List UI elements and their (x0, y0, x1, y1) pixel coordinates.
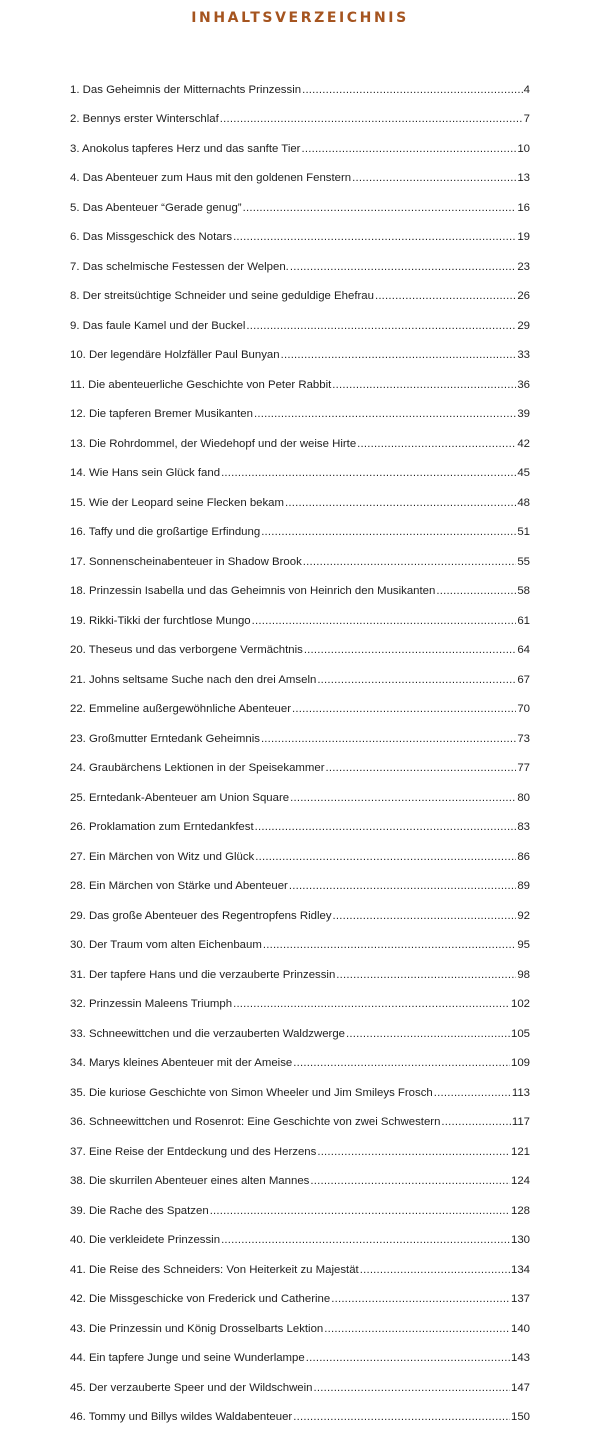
toc-entry-title: 3. Anokolus tapferes Herz und das sanfte Tier (70, 142, 301, 155)
toc-entry-title: 29. Das große Abenteuer des Regentropfens Ridley (70, 909, 332, 922)
toc-entry-title: 28. Ein Märchen von Stärke und Abenteuer (70, 880, 288, 892)
dot-leader (310, 1175, 510, 1187)
toc-entry (70, 1394, 530, 1424)
dot-leader (292, 703, 516, 715)
toc-entry-page: 23 (517, 260, 530, 273)
toc-entry (70, 538, 530, 568)
toc-entry-title: 40. Die verkleidete Prinzessin (70, 1234, 221, 1246)
dot-leader (285, 497, 516, 509)
toc-entry-title: 35. Die kuriose Geschichte von Simon Wheeler und Jim Smileys Frosch (70, 1086, 433, 1099)
toc-entry (70, 361, 530, 391)
toc-entry (70, 420, 530, 450)
dot-leader (221, 467, 516, 479)
toc-entry (70, 627, 530, 657)
toc-entry-title: 2. Bennys erster Winterschlaf (70, 113, 219, 125)
toc-entry-page: 19 (517, 231, 530, 243)
toc-entry-title: 1. Das Geheimnis der Mitternachts Prinzessin (70, 83, 302, 96)
table-of-contents (70, 66, 530, 1423)
toc-entry (70, 1187, 530, 1217)
toc-entry-page: 55 (517, 555, 530, 568)
toc-entry-title: 44. Ein tapfere Junge und seine Wunderlampe (70, 1352, 305, 1364)
toc-entry-page: 67 (517, 673, 530, 686)
dot-leader (360, 1264, 510, 1276)
dot-leader (263, 939, 516, 951)
toc-entry (70, 1246, 530, 1276)
dot-leader (254, 408, 516, 420)
dot-leader (304, 644, 517, 656)
toc-entry-title: 45. Der verzauberte Speer und der Wildschwein (70, 1381, 313, 1394)
toc-entry-title: 20. Theseus und das verborgene Vermächtnis (70, 644, 303, 656)
toc-entry-page: 113 (511, 1086, 530, 1099)
toc-entry-title: 5. Das Abenteuer “Gerade genug” (70, 201, 242, 214)
toc-entry-title: 7. Das schelmische Festessen der Welpen. (70, 260, 289, 273)
toc-entry-page: 137 (510, 1293, 530, 1305)
toc-entry-page: 80 (517, 791, 530, 804)
toc-entry (70, 656, 530, 686)
toc-entry-title: 22. Emmeline außergewöhnliche Abenteuer (70, 703, 291, 715)
toc-entry (70, 125, 530, 155)
dot-leader (220, 113, 523, 125)
toc-entry (70, 391, 530, 421)
toc-entry (70, 273, 530, 303)
toc-entry-page: 58 (517, 585, 530, 597)
toc-entry (70, 184, 530, 214)
toc-entry-title: 43. Die Prinzessin und König Drosselbarts Lektion (70, 1322, 324, 1335)
toc-entry-page: 95 (517, 939, 530, 951)
dot-leader (221, 1234, 510, 1246)
toc-entry-page: 61 (517, 614, 530, 627)
toc-entry-page: 92 (517, 909, 530, 922)
toc-entry-title: 14. Wie Hans sein Glück fand (70, 467, 221, 479)
toc-entry-title: 6. Das Missgeschick des Notars (70, 231, 233, 243)
toc-entry-title: 33. Schneewittchen und die verzauberten Waldzwerge (70, 1027, 346, 1040)
toc-entry-page: 134 (510, 1263, 530, 1276)
toc-entry (70, 243, 530, 273)
toc-entry (70, 863, 530, 893)
toc-entry (70, 981, 530, 1011)
toc-entry-title: 11. Die abenteuerliche Geschichte von Peter Rabbit (70, 378, 332, 391)
dot-leader (302, 84, 523, 96)
toc-entry-title: 34. Marys kleines Abenteuer mit der Ameise (70, 1057, 293, 1069)
toc-entry-title: 26. Proklamation zum Erntedankfest (70, 821, 254, 833)
toc-entry-title: 13. Die Rohrdommel, der Wiedehopf und der weise Hirte (70, 437, 357, 450)
dot-leader (326, 762, 517, 774)
toc-entry-page: 29 (517, 319, 530, 332)
toc-entry-title: 4. Das Abenteuer zum Haus mit den goldenen Fenstern (70, 172, 352, 184)
dot-leader (289, 880, 516, 892)
toc-entry (70, 96, 530, 126)
toc-entry (70, 1128, 530, 1158)
dot-leader (246, 320, 516, 332)
dot-leader (357, 438, 516, 450)
dot-leader (252, 615, 517, 627)
dot-leader (352, 172, 516, 184)
toc-entry-title: 32. Prinzessin Maleens Triumph (70, 998, 233, 1010)
toc-entry-page: 33 (517, 349, 530, 361)
dot-leader (333, 910, 517, 922)
page-title: INHALTSVERZEICHNIS (191, 10, 409, 26)
dot-leader (261, 733, 516, 745)
toc-entry-page: 77 (517, 762, 530, 774)
toc-entry (70, 804, 530, 834)
dot-leader (375, 290, 516, 302)
toc-entry (70, 1069, 530, 1099)
toc-entry-page: 26 (517, 290, 530, 302)
toc-entry-title: 12. Die tapferen Bremer Musikanten (70, 408, 253, 420)
toc-entry-page: 48 (517, 496, 530, 509)
toc-entry-page: 128 (510, 1204, 530, 1217)
dot-leader (210, 1205, 510, 1217)
dot-leader (324, 1323, 510, 1335)
dot-leader (255, 851, 516, 863)
toc-entry-page: 13 (517, 172, 530, 184)
toc-entry-title: 31. Der tapfere Hans und die verzauberte Prinzessin (70, 968, 336, 981)
dot-leader (233, 231, 516, 243)
toc-entry (70, 1364, 530, 1394)
toc-entry-page: 130 (510, 1234, 530, 1246)
toc-entry-title: 15. Wie der Leopard seine Flecken bekam (70, 496, 285, 509)
toc-entry (70, 745, 530, 775)
dot-leader (255, 821, 517, 833)
toc-entry-page: 45 (517, 467, 530, 479)
dot-leader (293, 1057, 510, 1069)
dot-leader (314, 1382, 510, 1394)
dot-leader (332, 379, 516, 391)
toc-entry-page: 121 (510, 1145, 530, 1158)
toc-entry (70, 214, 530, 244)
dot-leader (290, 792, 516, 804)
toc-entry-title: 9. Das faule Kamel und der Buckel (70, 319, 246, 332)
toc-entry-title: 17. Sonnenscheinabenteuer in Shadow Brook (70, 555, 302, 568)
dot-leader (317, 674, 516, 686)
toc-entry-page: 39 (517, 408, 530, 420)
toc-entry-page: 83 (517, 821, 530, 833)
toc-entry-page: 150 (510, 1411, 530, 1423)
toc-entry-page: 109 (510, 1057, 530, 1069)
toc-entry (70, 332, 530, 362)
toc-entry-page: 64 (517, 644, 530, 656)
toc-entry-page: 70 (517, 703, 530, 715)
toc-entry-title: 37. Eine Reise der Entdeckung und des Herzens (70, 1145, 317, 1158)
toc-entry-title: 46. Tommy und Billys wildes Waldabenteuer (70, 1411, 293, 1423)
toc-entry-page: 124 (510, 1175, 530, 1187)
toc-entry-page: 51 (517, 526, 530, 538)
toc-entry-page: 10 (517, 142, 530, 155)
toc-entry (70, 302, 530, 332)
toc-entry-page: 105 (510, 1027, 530, 1040)
toc-entry-page: 7 (523, 113, 530, 125)
toc-entry-title: 38. Die skurrilen Abenteuer eines alten Mannes (70, 1175, 310, 1187)
toc-entry-title: 16. Taffy und die großartige Erfindung (70, 526, 261, 538)
toc-entry-page: 89 (517, 880, 530, 892)
toc-entry (70, 892, 530, 922)
toc-entry-title: 27. Ein Märchen von Witz und Glück (70, 850, 255, 863)
dot-leader (436, 585, 516, 597)
toc-entry (70, 597, 530, 627)
toc-entry (70, 715, 530, 745)
dot-leader (303, 556, 517, 568)
toc-entry (70, 922, 530, 952)
toc-entry (70, 568, 530, 598)
toc-entry (70, 1040, 530, 1070)
toc-entry-title: 21. Johns seltsame Suche nach den drei Amseln (70, 673, 317, 686)
toc-entry-page: 117 (511, 1116, 530, 1128)
toc-entry (70, 155, 530, 185)
toc-entry-page: 86 (517, 850, 530, 863)
toc-entry-title: 18. Prinzessin Isabella und das Geheimnis von Heinrich den Musikanten (70, 585, 436, 597)
toc-entry-title: 8. Der streitsüchtige Schneider und seine geduldige Ehefrau (70, 290, 374, 302)
toc-entry-page: 143 (510, 1352, 530, 1364)
toc-entry (70, 1099, 530, 1129)
toc-entry (70, 1335, 530, 1365)
toc-entry-page: 4 (523, 83, 530, 96)
dot-leader (243, 202, 517, 214)
toc-entry-page: 42 (517, 437, 530, 450)
dot-leader (290, 261, 516, 273)
toc-entry (70, 774, 530, 804)
toc-entry (70, 1158, 530, 1188)
toc-entry-page: 102 (510, 998, 530, 1010)
toc-entry (70, 951, 530, 981)
dot-leader (434, 1087, 511, 1099)
toc-entry-title: 36. Schneewittchen und Rosenrot: Eine Geschichte von zwei Schwestern (70, 1116, 441, 1128)
dot-leader (306, 1352, 510, 1364)
dot-leader (317, 1146, 510, 1158)
toc-entry-page: 98 (517, 968, 530, 981)
toc-entry-title: 30. Der Traum vom alten Eichenbaum (70, 939, 262, 951)
toc-entry-page: 36 (517, 378, 530, 391)
dot-leader (233, 998, 510, 1010)
toc-entry (70, 1276, 530, 1306)
toc-entry (70, 686, 530, 716)
toc-entry-page: 16 (517, 201, 530, 214)
toc-entry-title: 39. Die Rache des Spatzen (70, 1204, 209, 1217)
toc-entry-page: 147 (510, 1381, 530, 1394)
toc-entry-title: 24. Graubärchens Lektionen in der Speisekammer (70, 762, 325, 774)
toc-entry-title: 42. Die Missgeschicke von Frederick und Catherine (70, 1293, 331, 1305)
toc-entry (70, 66, 530, 96)
toc-entry-title: 19. Rikki-Tikki der furchtlose Mungo (70, 614, 251, 627)
toc-entry (70, 1305, 530, 1335)
dot-leader (441, 1116, 510, 1128)
toc-entry (70, 1010, 530, 1040)
dot-leader (336, 969, 516, 981)
toc-entry-title: 10. Der legendäre Holzfäller Paul Bunyan (70, 349, 280, 361)
toc-entry (70, 833, 530, 863)
toc-entry (70, 450, 530, 480)
toc-entry-page: 140 (510, 1322, 530, 1335)
dot-leader (281, 349, 517, 361)
toc-entry (70, 509, 530, 539)
toc-entry (70, 1217, 530, 1247)
toc-entry-title: 23. Großmutter Erntedank Geheimnis (70, 732, 260, 745)
toc-entry (70, 479, 530, 509)
dot-leader (346, 1028, 510, 1040)
dot-leader (331, 1293, 510, 1305)
toc-entry-title: 25. Erntedank-Abenteuer am Union Square (70, 791, 290, 804)
dot-leader (261, 526, 516, 538)
dot-leader (301, 143, 516, 155)
dot-leader (293, 1411, 510, 1423)
toc-entry-title: 41. Die Reise des Schneiders: Von Heiterkeit zu Majestät (70, 1263, 359, 1276)
toc-entry-page: 73 (517, 732, 530, 745)
